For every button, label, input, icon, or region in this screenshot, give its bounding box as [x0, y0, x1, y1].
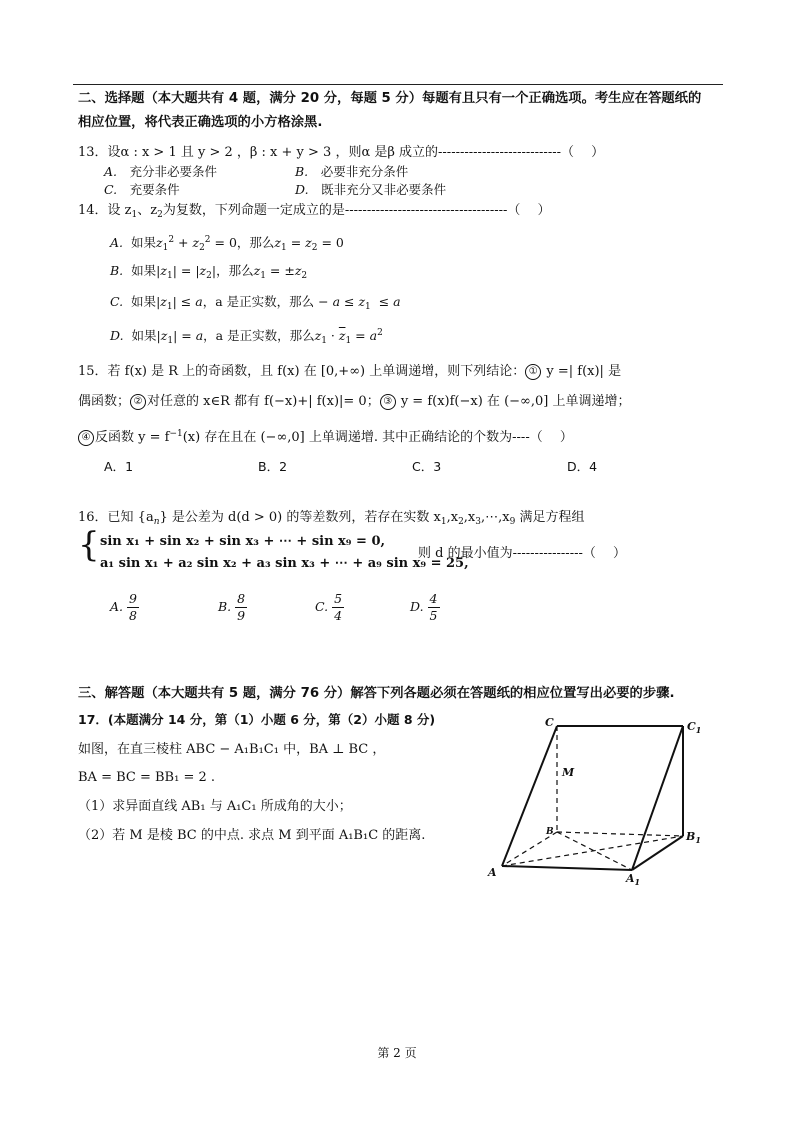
q15-line2: 偶函数； ② 对任意的 x∈R 都有 f(−x)+| f(x)|= 0； ③ y = f(x)f(−x) 在 (−∞,0] 上单调递增； — [78, 394, 631, 409]
edge-B-B1-hidden — [557, 832, 683, 836]
section3-title: 三、解答题（本大题共有 5 题，满分 76 分）解答下列各题必须在答题纸的相应位置写出必要的步骤. — [78, 686, 675, 701]
q16-eq1: sin x₁ + sin x₂ + sin x₃ + ⋯ + sin x₉ = 0, — [100, 534, 386, 549]
page-footer: 第 2 页 — [377, 1046, 417, 1060]
label-C1: $C_1$ — [687, 720, 702, 735]
q17-title: 17．(本题满分 14 分，第（1）小题 6 分，第（2）小题 8 分) — [78, 712, 436, 727]
label-C: C — [545, 716, 554, 729]
q15-option-c: C．3 — [412, 459, 442, 474]
q14-option-b: B. 如果$|z_1| = |z_2|$，那么$z_1 = \pm z_2$ — [110, 263, 308, 281]
top-rule — [73, 84, 723, 85]
q14-stem: 14．设 $z_1$、$z_2$为复数，下列命题一定成立的是-------------------------------------（ ） — [78, 203, 551, 220]
q16-tail: 则 d 的最小值为----------------（ ） — [418, 546, 627, 561]
q16-option-a: A. $\frac{9}{8}$ — [110, 591, 137, 623]
edge-C-A — [502, 726, 557, 866]
section2-title-line2: 相应位置，将代表正确选项的小方格涂黑. — [78, 115, 323, 130]
label-M: M — [562, 766, 575, 779]
edge-A1-B1 — [632, 836, 683, 870]
q14-option-c: C. 如果$|z_1| \le a$，a 是正实数，那么 − $a \le z_1 \le a$ — [110, 294, 401, 312]
q16-brace: { — [78, 525, 100, 565]
q16-option-c: C. $\frac{5}{4}$ — [315, 591, 343, 623]
q15-option-a: A．1 — [104, 459, 134, 474]
q16-option-d: D. $\frac{4}{5}$ — [410, 591, 438, 623]
prism-figure — [480, 710, 720, 890]
q15-line3: ④ 反函数 $y = f^{-1}(x)$ 存在且在 (−∞,0] 上单调递增. 其中正确结论的个数为----（ ） — [78, 424, 723, 448]
label-B1: $B_1$ — [686, 830, 701, 845]
label-A1: $A_1$ — [626, 872, 641, 887]
q15-option-d: D．4 — [567, 459, 598, 474]
q13-option-d: D. 既非充分又非必要条件 — [295, 182, 447, 197]
q13-option-a: A. 充分非必要条件 — [104, 164, 218, 179]
q17-line1: 如图，在直三棱柱 ABC − A₁B₁C₁ 中，BA ⊥ BC ， — [78, 742, 386, 757]
q16-option-b: B. $\frac{8}{9}$ — [218, 591, 246, 623]
q13-option-c: C. 充要条件 — [104, 182, 180, 197]
q17-line2: BA = BC = BB₁ = 2 . — [78, 770, 216, 785]
edge-C1-A1 — [632, 726, 683, 870]
q17-part1: （1）求异面直线 AB₁ 与 A₁C₁ 所成角的大小； — [78, 799, 352, 814]
q17-part2: （2）若 M 是棱 BC 的中点. 求点 M 到平面 A₁B₁C 的距离. — [78, 828, 426, 843]
label-B: B — [546, 827, 554, 837]
q13-stem: 13．设α : x > 1 且 y > 2 ，β : x + y > 3 ，则α 是β 成立的----------------------------（ ） — [78, 145, 605, 160]
q16-eq2: a₁ sin x₁ + a₂ sin x₂ + a₃ sin x₃ + ⋯ + a₉ sin x₉ = 25, — [100, 556, 469, 571]
label-A: A — [488, 866, 497, 879]
q13-option-b: B. 必要非充分条件 — [295, 164, 409, 179]
q16-stem: 16．已知 $\{a_n\}$ 是公差为 d(d > 0) 的等差数列，若存在实数 $x_1,x_2,x_3,\cdots,x_9$ 满足方程组 — [78, 510, 585, 527]
q14-option-d: D. 如果$|z_1| = a$，a 是正实数，那么$z_1 \cdot \overline{z}_1 = a^2$ — [110, 328, 383, 346]
q15-line1: 15．若 f(x) 是 R 上的奇函数，且 f(x) 在 [0,+∞) 上单调递增，则下列结论： ① y =| f(x)| 是 — [78, 364, 622, 379]
q15-option-b: B．2 — [258, 459, 288, 474]
q14-option-a: A. 如果$z_1^2 + z_2^2 = 0$，那么$z_1 = z_2 = 0$ — [110, 235, 344, 253]
edge-A-B1-hidden — [502, 836, 683, 866]
edge-A-A1 — [502, 866, 632, 870]
section2-title-line1: 二、选择题（本大题共有 4 题，满分 20 分，每题 5 分）每题有且只有一个正确选项。考生应在答题纸的 — [78, 91, 702, 106]
